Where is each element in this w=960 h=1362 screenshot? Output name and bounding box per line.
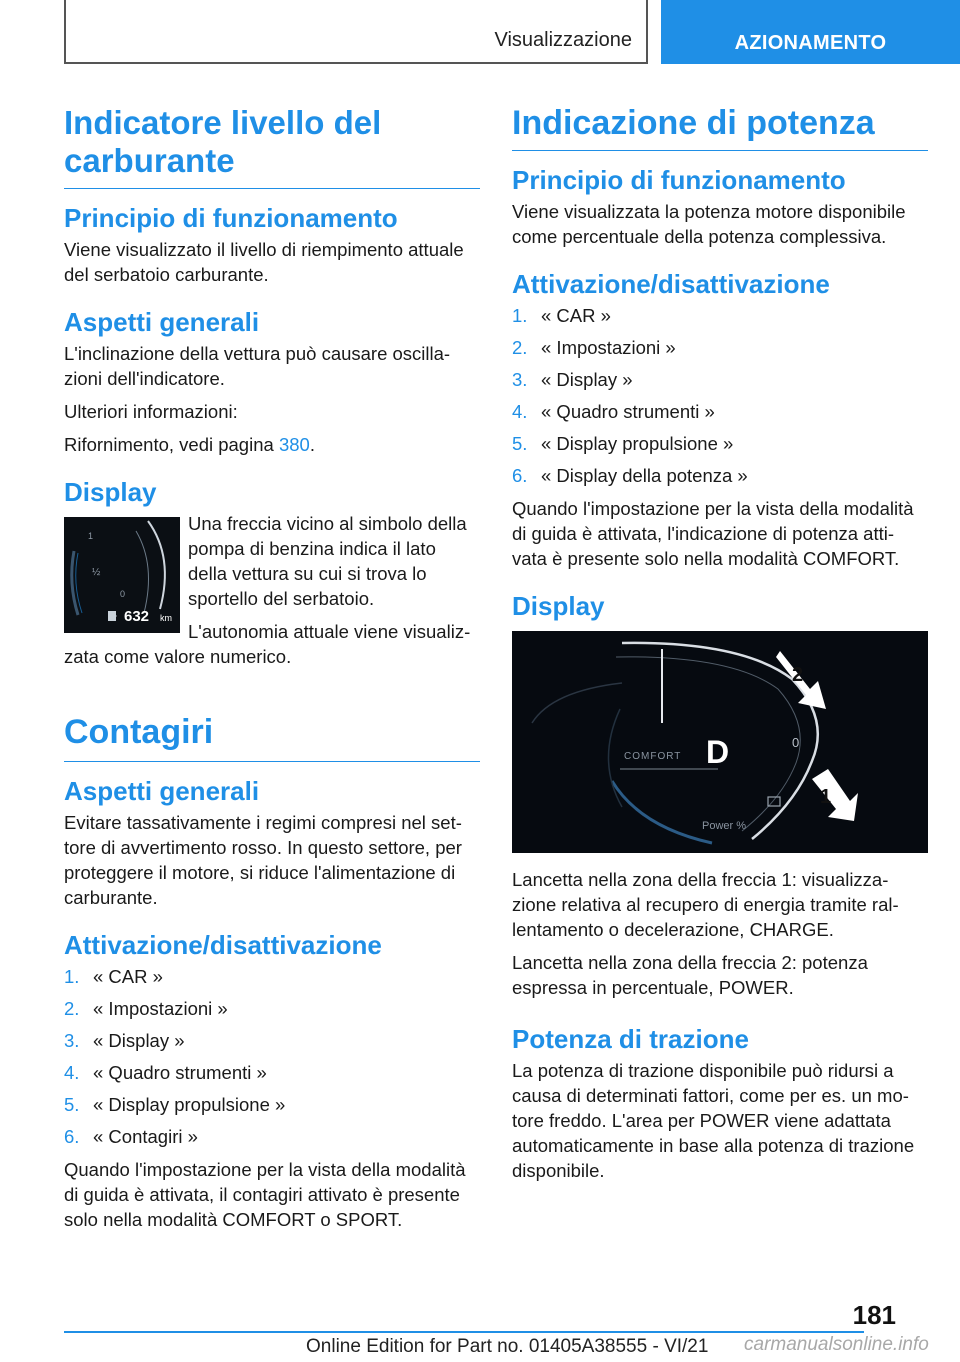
list-item: 4. « Quadro strumenti » — [512, 401, 715, 422]
rev-activation-note: Quando l'impostazione per la vista della modalità di guida è attivata, il contagiri attivato è presente solo nella modalità COMFORT o SPORT. — [64, 1159, 466, 1230]
fuel-gauge-image — [64, 517, 180, 633]
list-item: 2. « Impostazioni » — [512, 337, 676, 358]
mode-label: COMFORT — [624, 751, 682, 762]
rev-title: Contagiri — [64, 713, 480, 762]
fuel-display-heading: Display — [64, 477, 157, 507]
right-column — [512, 104, 928, 1191]
footer-watermark: carmanualsonline.info — [744, 1334, 929, 1355]
rev-steps-list — [64, 964, 480, 1149]
range-value: 632 — [124, 608, 150, 625]
fuel-general-heading: Aspetti generali — [64, 307, 260, 337]
header-section-box — [64, 0, 648, 64]
gauge-tick-half: ½ — [92, 567, 101, 578]
fuel-display-text2: L'autonomia attuale viene visualiz-zata come valore numerico. — [64, 621, 471, 667]
list-item: 6. « Contagiri » — [64, 1126, 198, 1147]
list-item: 1. « CAR » — [64, 966, 163, 987]
rev-general-text: Evitare tassativamente i regimi compresi nel set-tore di avvertimento rosso. In questo settore, per proteggere il motore, si riduce l'alimentazione di carburante. — [64, 812, 462, 908]
fuel-refill-ref — [64, 432, 480, 457]
power-display-image — [512, 631, 928, 853]
refill-page-link[interactable]: 380 — [278, 434, 310, 455]
list-item: 3. « Display » — [512, 369, 633, 390]
list-item: 3. « Display » — [64, 1030, 185, 1051]
gear-indicator: D — [706, 734, 730, 770]
fuel-refill-suffix: . — [309, 434, 315, 455]
power-principle-heading: Principio di funzionamento — [512, 165, 846, 195]
fuel-refill-prefix: Rifornimento, vedi pagina — [64, 434, 279, 455]
left-column — [64, 104, 480, 1240]
list-item: 1. « CAR » — [512, 305, 611, 326]
power-display-text2: Lancetta nella zona della freccia 2: potenza espressa in percentuale, POWER. — [512, 952, 868, 998]
power-activation-heading: Attivazione/disattivazione — [512, 269, 830, 299]
list-item: 6. « Display della potenza » — [512, 465, 748, 486]
page-number: 181 — [852, 1300, 896, 1330]
fuel-principle-text: Viene visualizzato il livello di riempimento attuale del serbatoio carburante. — [64, 239, 464, 285]
list-item: 4. « Quadro strumenti » — [64, 1062, 267, 1083]
fuel-more-info: Ulteriori informazioni: — [64, 401, 238, 422]
gauge-tick-one: 1 — [88, 531, 94, 541]
range-unit: km — [160, 613, 172, 623]
list-item: 2. « Impostazioni » — [64, 998, 228, 1019]
traction-text: La potenza di trazione disponibile può ridursi a causa di determinati fattori, come per es. un mo-tore freddo. L'area per POWER viene adattata automaticamente in base alla potenza di trazione disponibile. — [512, 1060, 915, 1181]
power-activation-note: Quando l'impostazione per la vista della modalità di guida è attivata, l'indicazione di potenza atti-vata è presente solo nella modalità COMFORT. — [512, 498, 914, 569]
power-percent-label: Power % — [702, 820, 747, 832]
fuel-display-text1: Una freccia vicino al simbolo della pompa di benzina indica il lato della vettura su cui si trova lo sportello del serbatoio. — [188, 513, 467, 609]
power-steps-list — [512, 303, 928, 488]
power-display-heading: Display — [512, 591, 605, 621]
fuel-general-text: L'inclinazione della vettura può causare oscilla-zioni dell'indicatore. — [64, 343, 451, 389]
rev-general-heading: Aspetti generali — [64, 776, 260, 806]
fuel-title: Indicatore livello del carburante — [64, 104, 480, 189]
header-section-title: Visualizzazione — [494, 29, 632, 51]
list-item: 5. « Display propulsione » — [512, 433, 734, 454]
arrow-2-label: 2 — [792, 664, 804, 686]
power-title: Indicazione di potenza — [512, 104, 928, 151]
power-display-text1: Lancetta nella zona della freccia 1: visualizza-zione relativa al recupero di energia tramite ral-lentamento o decelerazione, CHARGE. — [512, 869, 899, 940]
fuel-display-block — [64, 511, 480, 713]
fuel-principle-heading: Principio di funzionamento — [64, 203, 398, 233]
footer-edition: Online Edition for Part no. 01405A38555 - VI/21 — [306, 1336, 709, 1357]
gauge-tick-zero: 0 — [120, 589, 126, 599]
power-principle-text: Viene visualizzata la potenza motore disponibile come percentuale della potenza complessiva. — [512, 201, 906, 247]
footer-divider — [64, 1331, 864, 1333]
traction-heading: Potenza di trazione — [512, 1024, 749, 1054]
header-chapter-tab: AZIONAMENTO — [661, 0, 960, 64]
power-zero-mark: 0 — [792, 735, 800, 750]
rev-activation-heading: Attivazione/disattivazione — [64, 930, 382, 960]
arrow-1-label: 1 — [820, 786, 832, 808]
list-item: 5. « Display propulsione » — [64, 1094, 286, 1115]
